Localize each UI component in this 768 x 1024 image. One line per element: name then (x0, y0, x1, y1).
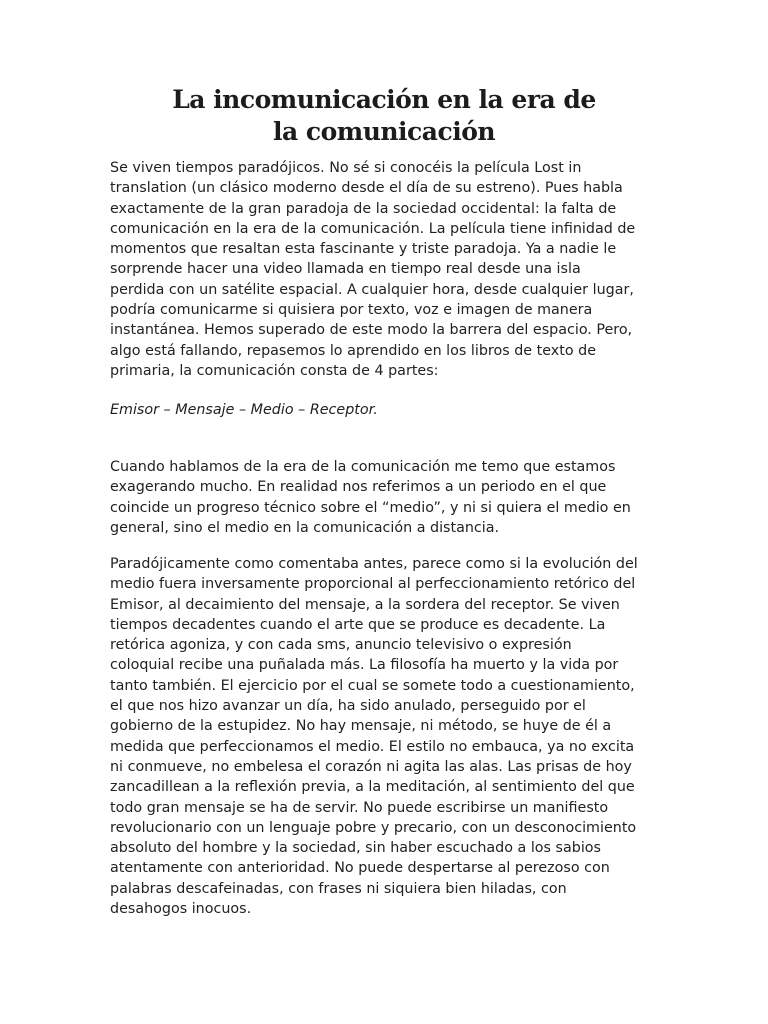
text-line: tanto también. El ejercicio por el cual se somete todo a cuestionamiento, (110, 677, 635, 694)
paragraph-communication-parts (110, 400, 662, 420)
title-line: la comunicación (272, 117, 496, 146)
paragraph-era (110, 457, 662, 538)
paragraph-intro (110, 158, 662, 381)
text-line: comunicación en la era de la comunicación. La película tiene infinidad de (110, 220, 636, 237)
text-line: ni conmueve, no embelesa el corazón ni agita las alas. Las prisas de hoy (110, 758, 632, 775)
text-line: palabras descafeinadas, con frases ni siquiera bien hiladas, con (110, 880, 567, 897)
text-line: perdida con un satélite espacial. A cualquier hora, desde cualquier lugar, (110, 281, 634, 298)
text-line: absoluto del hombre y la sociedad, sin haber escuchado a los sabios (110, 840, 602, 857)
text-line: revolucionario con un lenguaje pobre y precario, con un desconocimiento (110, 819, 637, 836)
text-line: algo está fallando, repasemos lo aprendido en los libros de texto de (110, 342, 597, 359)
text-line: atentamente con anterioridad. No puede despertarse al perezoso con (110, 860, 610, 877)
text-line: medida que perfeccionamos el medio. El estilo no embauca, ya no excita (110, 738, 635, 755)
text-line: translation (un clásico moderno desde el día de su estreno). Pues habla (110, 180, 623, 197)
text-line: retórica agoniza, y con cada sms, anuncio televisivo o expresión (110, 637, 572, 654)
text-line: exagerando mucho. En realidad nos referimos a un periodo en el que (110, 479, 607, 496)
text-line: Se viven tiempos paradójicos. No sé si conocéis la película Lost in (110, 160, 582, 176)
title-line: La incomunicación en la era de (172, 85, 596, 114)
text-line: coincide un progreso técnico sobre el “medio”, y ni si quiera el medio en (110, 499, 631, 516)
text-line: momentos que resaltan esta fascinante y triste paradoja. Ya a nadie le (110, 241, 617, 258)
text-line: instantánea. Hemos superado de este modo la barrera del espacio. Pero, (110, 322, 633, 339)
text-line: coloquial recibe una puñalada más. La filosofía ha muerto y la vida por (110, 657, 619, 674)
text-line: tiempos decadentes cuando el arte que se produce es decadente. La (110, 616, 606, 633)
text-line: desahogos inocuos. (110, 901, 252, 918)
text-line: podría comunicarme si quisiera por texto, voz e imagen de manera (110, 302, 593, 319)
text-line: primaria, la comunicación consta de 4 partes: (110, 362, 439, 379)
text-line: sorprende hacer una video llamada en tiempo real desde una isla (110, 261, 581, 278)
text-line: exactamente de la gran paradoja de la sociedad occidental: la falta de (110, 200, 617, 217)
paragraph-paradox (110, 554, 662, 919)
text-line: medio fuera inversamente proporcional al perfeccionamiento retórico del (110, 576, 636, 593)
text-line: Cuando hablamos de la era de la comunicación me temo que estamos (110, 459, 616, 475)
text-line: todo gran mensaje se ha de servir. No puede escribirse un manifiesto (110, 799, 609, 816)
text-line: general, sino el medio en la comunicación a distancia. (110, 519, 500, 536)
text-line: Emisor, al decaimiento del mensaje, a la sordera del receptor. Se viven (110, 596, 620, 613)
text-line: Emisor – Mensaje – Medio – Receptor. (110, 402, 378, 418)
text-line: zancadillean a la reflexión previa, a la meditación, al sentimiento del que (110, 779, 635, 796)
text-line: el que nos hizo avanzar un día, ha sido anulado, perseguido por el (110, 698, 586, 715)
document-title (0, 84, 768, 148)
text-line: gobierno de la estupidez. No hay mensaje, ni método, se huye de él a (110, 718, 612, 735)
text-line: Paradójicamente como comentaba antes, parece como si la evolución del (110, 556, 638, 572)
